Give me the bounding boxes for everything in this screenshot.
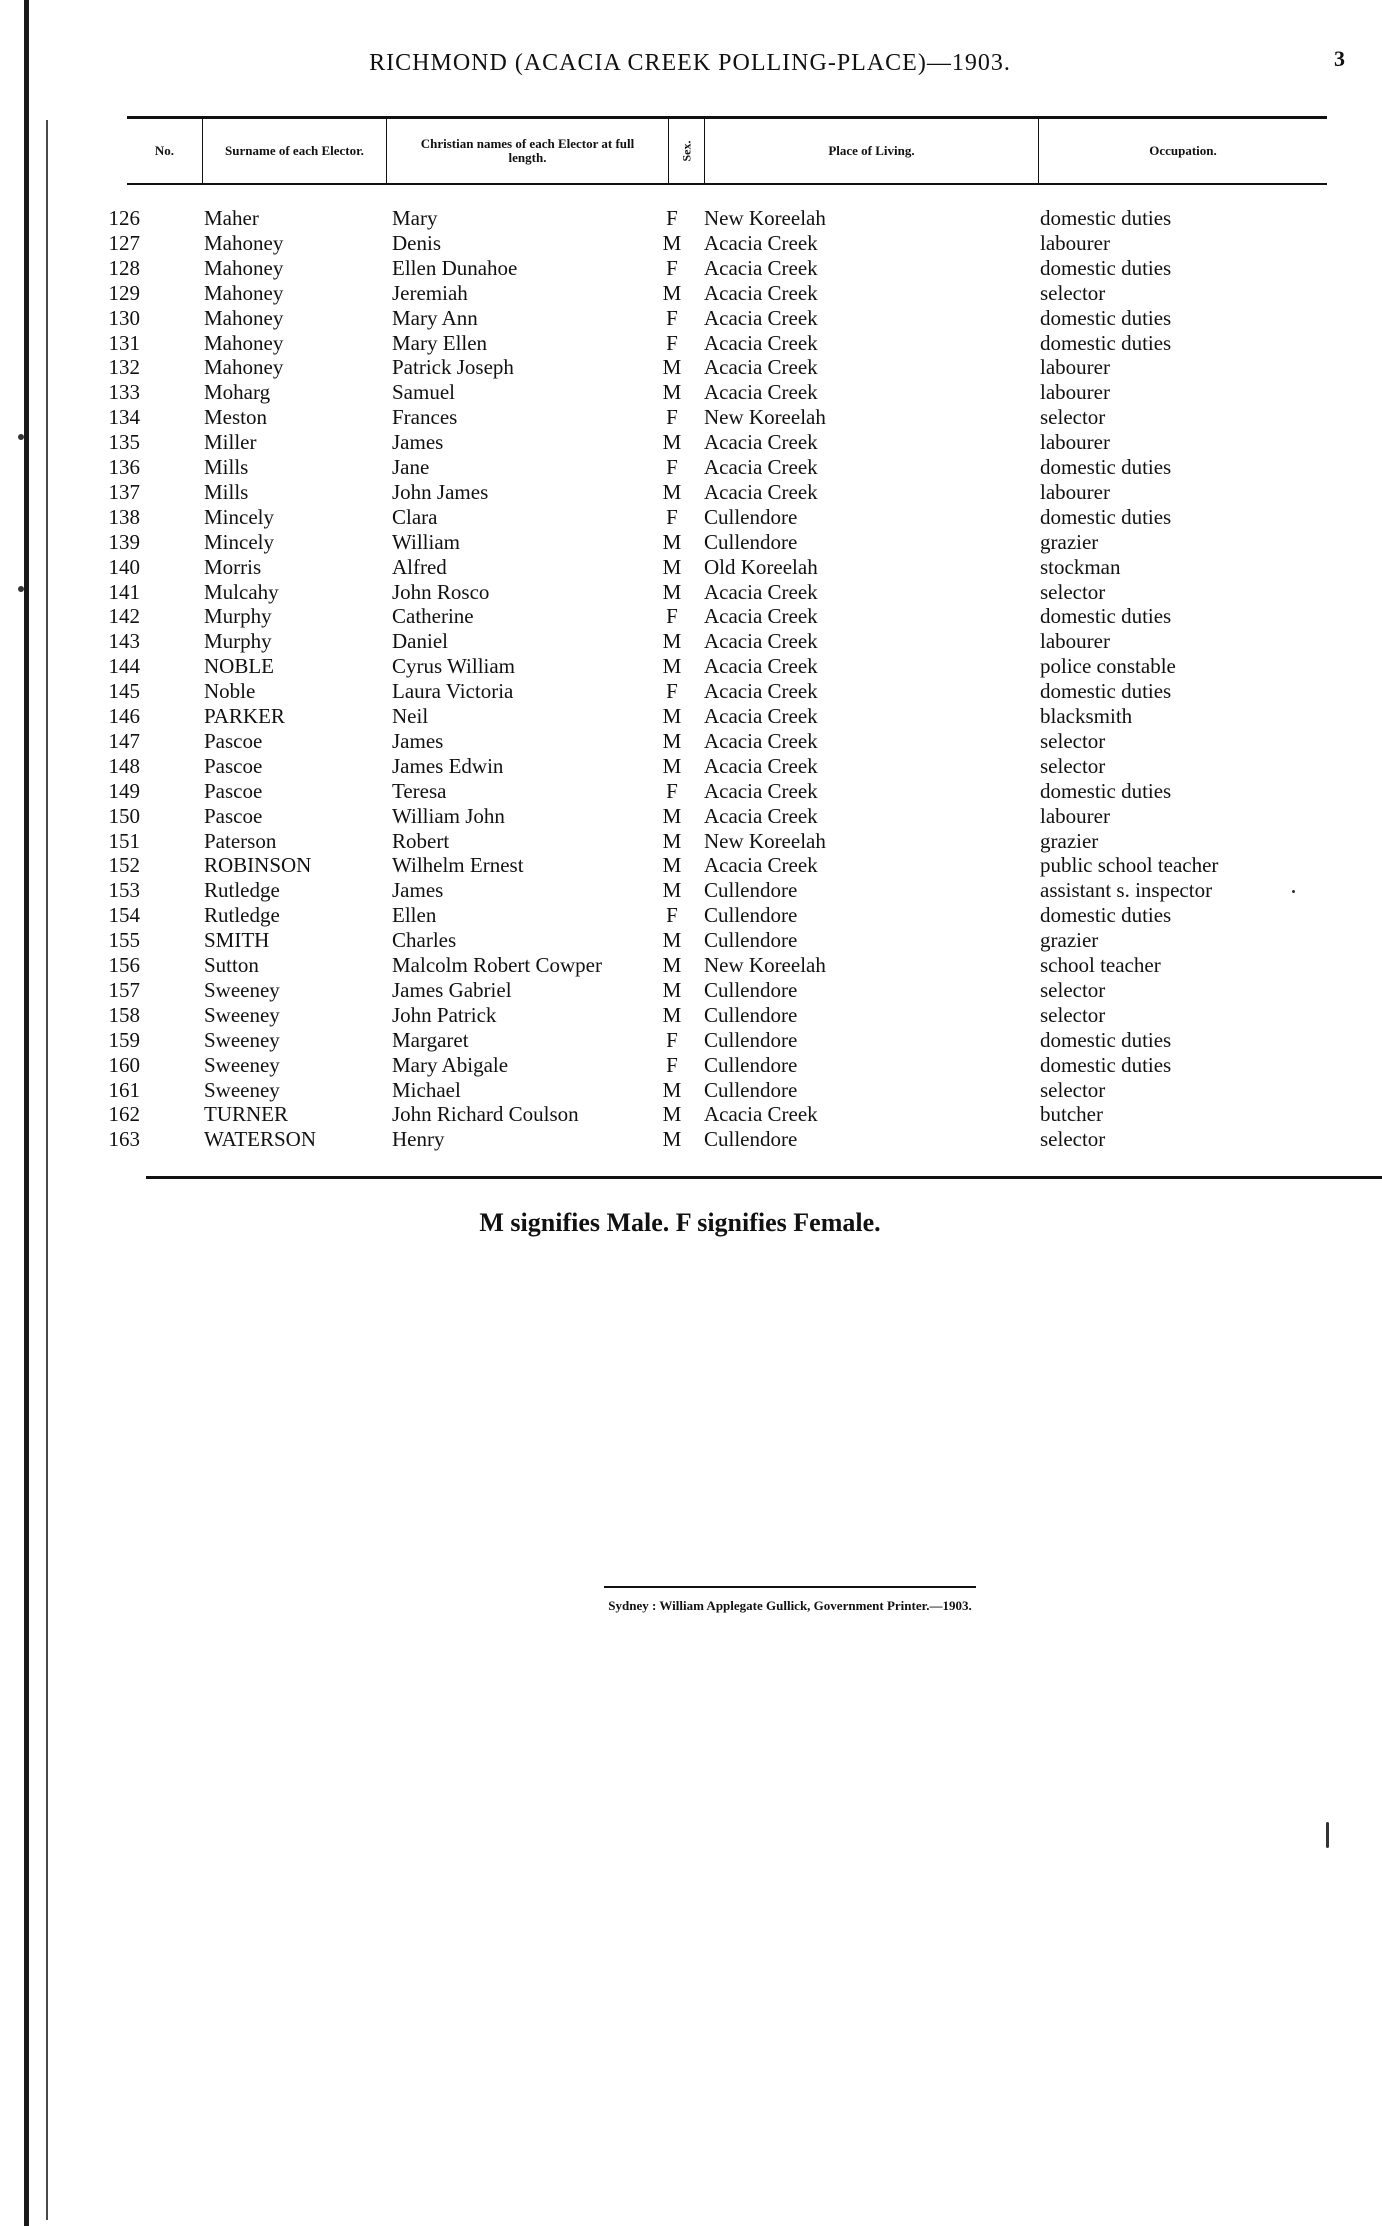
elector-occupation: domestic duties <box>1040 455 1172 479</box>
elector-surname: Mincely <box>204 529 274 554</box>
elector-occupation: domestic duties <box>1040 330 1172 355</box>
elector-christian-names: James <box>392 728 444 753</box>
elector-christian-names: John Richard Coulson <box>392 1102 579 1127</box>
elector-christian-names: Mary Ann <box>392 305 478 330</box>
elector-number: 143 <box>108 629 140 654</box>
elector-place-of-living: Acacia Creek <box>704 778 818 803</box>
table-row <box>0 1127 1382 1152</box>
table-row <box>0 729 1382 754</box>
elector-christian-names: Teresa <box>392 778 447 803</box>
table-row <box>0 1028 1382 1053</box>
elector-place-of-living: Cullendore <box>704 977 798 1002</box>
table-row <box>0 754 1382 779</box>
table-row <box>0 978 1382 1003</box>
elector-occupation: labourer <box>1040 629 1110 654</box>
elector-number: 136 <box>108 455 140 479</box>
elector-number: 152 <box>108 853 140 878</box>
elector-place-of-living: Cullendore <box>704 878 798 903</box>
elector-surname: Mills <box>204 455 249 479</box>
table-row <box>0 355 1382 380</box>
elector-occupation: butcher <box>1040 1102 1103 1127</box>
elector-christian-names: Clara <box>392 504 438 529</box>
elector-occupation: domestic duties <box>1040 903 1172 928</box>
table-row <box>0 380 1382 405</box>
elector-surname: Pascoe <box>204 728 263 753</box>
elector-christian-names: Ellen <box>392 903 437 928</box>
table-row <box>0 679 1382 704</box>
elector-christian-names: John Rosco <box>392 579 490 604</box>
elector-occupation: labourer <box>1040 380 1110 405</box>
elector-occupation: domestic duties <box>1040 305 1172 330</box>
elector-sex: M <box>662 380 682 405</box>
table-row <box>0 206 1382 231</box>
elector-place-of-living: Acacia Creek <box>704 380 818 405</box>
table-row <box>0 928 1382 953</box>
elector-place-of-living: Acacia Creek <box>704 728 818 753</box>
elector-place-of-living: New Koreelah <box>704 953 826 977</box>
elector-surname: Sweeney <box>204 1052 280 1077</box>
elector-number: 160 <box>108 1052 140 1077</box>
elector-surname: Moharg <box>204 380 271 405</box>
elector-place-of-living: New Koreelah <box>704 828 826 853</box>
elector-christian-names: James Edwin <box>392 753 504 778</box>
elector-sex: M <box>662 1002 682 1027</box>
elector-place-of-living: Cullendore <box>704 1127 798 1152</box>
elector-occupation: stockman <box>1040 554 1121 579</box>
table-row <box>0 604 1382 629</box>
table-row <box>0 853 1382 878</box>
elector-surname: WATERSON <box>204 1127 317 1152</box>
elector-sex: M <box>662 1127 682 1152</box>
elector-place-of-living: New Koreelah <box>704 206 826 230</box>
elector-surname: Mahoney <box>204 230 284 255</box>
elector-number: 133 <box>108 380 140 405</box>
elector-surname: Pascoe <box>204 803 263 828</box>
page-title: RICHMOND (ACACIA CREEK POLLING-PLACE)—1903. <box>369 50 1011 76</box>
elector-sex: M <box>662 479 682 504</box>
elector-place-of-living: New Koreelah <box>704 405 826 430</box>
elector-place-of-living: Acacia Creek <box>704 629 818 654</box>
elector-christian-names: Cyrus William <box>392 654 516 679</box>
table-row <box>0 480 1382 505</box>
elector-number: 127 <box>108 230 140 255</box>
elector-number: 158 <box>108 1002 140 1027</box>
elector-sex: M <box>662 704 682 728</box>
column-header-place: Place of Living. <box>705 119 1039 183</box>
elector-number: 130 <box>108 305 140 330</box>
elector-sex: F <box>666 1027 678 1052</box>
table-bottom-rule <box>146 1176 1382 1179</box>
elector-number: 149 <box>108 778 140 803</box>
elector-christian-names: Ellen Dunahoe <box>392 255 518 280</box>
elector-sex: M <box>662 554 682 579</box>
elector-number: 148 <box>108 753 140 778</box>
elector-christian-names: Samuel <box>392 380 455 405</box>
elector-surname: Sutton <box>204 953 259 977</box>
table-row <box>0 1053 1382 1078</box>
elector-number: 162 <box>108 1102 140 1127</box>
elector-sex: M <box>662 728 682 753</box>
elector-occupation: selector <box>1040 753 1106 778</box>
elector-christian-names: Charles <box>392 928 457 953</box>
elector-occupation: domestic duties <box>1040 1027 1172 1052</box>
elector-number: 150 <box>108 803 140 828</box>
elector-christian-names: Michael <box>392 1077 461 1102</box>
elector-sex: F <box>666 330 678 355</box>
elector-surname: TURNER <box>204 1102 288 1127</box>
elector-number: 126 <box>108 206 140 230</box>
elector-sex: F <box>666 255 678 280</box>
elector-christian-names: Laura Victoria <box>392 679 514 704</box>
elector-occupation: grazier <box>1040 529 1099 554</box>
elector-occupation: labourer <box>1040 355 1110 380</box>
elector-place-of-living: Cullendore <box>704 504 798 529</box>
elector-sex: M <box>662 579 682 604</box>
table-row <box>0 505 1382 530</box>
elector-number: 141 <box>108 579 140 604</box>
elector-sex: M <box>662 753 682 778</box>
elector-occupation: domestic duties <box>1040 206 1172 230</box>
table-row <box>0 829 1382 854</box>
table-row <box>0 878 1382 903</box>
elector-number: 129 <box>108 280 140 305</box>
elector-occupation: domestic duties <box>1040 504 1172 529</box>
elector-surname: Maher <box>204 206 259 230</box>
elector-occupation: selector <box>1040 977 1106 1002</box>
table-row <box>0 779 1382 804</box>
elector-number: 131 <box>108 330 140 355</box>
elector-surname: Mahoney <box>204 330 284 355</box>
elector-sex: M <box>662 629 682 654</box>
elector-place-of-living: Acacia Creek <box>704 803 818 828</box>
elector-occupation: domestic duties <box>1040 778 1172 803</box>
elector-surname: Pascoe <box>204 778 263 803</box>
elector-place-of-living: Old Koreelah <box>704 554 818 579</box>
elector-occupation: selector <box>1040 1127 1106 1152</box>
elector-number: 154 <box>108 903 140 928</box>
elector-place-of-living: Cullendore <box>704 529 798 554</box>
elector-occupation: assistant s. inspector <box>1040 878 1213 903</box>
elector-occupation: labourer <box>1040 803 1110 828</box>
elector-christian-names: Daniel <box>392 629 448 654</box>
elector-surname: Murphy <box>204 629 272 654</box>
elector-place-of-living: Acacia Creek <box>704 1102 818 1127</box>
elector-occupation: police constable <box>1040 654 1176 679</box>
column-header-occupation: Occupation. <box>1149 143 1217 158</box>
elector-sex: M <box>662 828 682 853</box>
scan-speck <box>1326 1822 1329 1848</box>
elector-occupation: selector <box>1040 280 1106 305</box>
elector-surname: ROBINSON <box>204 853 312 878</box>
elector-occupation: grazier <box>1040 828 1099 853</box>
elector-christian-names: Mary Abigale <box>392 1052 509 1077</box>
table-row <box>0 1003 1382 1028</box>
elector-place-of-living: Acacia Creek <box>704 255 818 280</box>
elector-christian-names: Jane <box>392 455 430 479</box>
elector-number: 134 <box>108 405 140 430</box>
elector-place-of-living: Cullendore <box>704 1077 798 1102</box>
elector-occupation: public school teacher <box>1040 853 1219 878</box>
table-row <box>0 231 1382 256</box>
elector-christian-names: Robert <box>392 828 450 853</box>
elector-occupation: labourer <box>1040 430 1110 455</box>
elector-place-of-living: Acacia Creek <box>704 455 818 479</box>
elector-place-of-living: Acacia Creek <box>704 479 818 504</box>
elector-surname: Mulcahy <box>204 579 279 604</box>
elector-christian-names: Catherine <box>392 604 474 629</box>
elector-sex: M <box>662 654 682 679</box>
elector-surname: Mahoney <box>204 255 284 280</box>
elector-place-of-living: Acacia Creek <box>704 853 818 878</box>
sex-legend: M signifies Male. F signifies Female. <box>479 1208 881 1237</box>
elector-place-of-living: Acacia Creek <box>704 604 818 629</box>
scan-speck <box>18 586 24 592</box>
elector-sex: M <box>662 230 682 255</box>
elector-christian-names: Mary <box>392 206 438 230</box>
elector-surname: PARKER <box>204 704 285 728</box>
elector-christian-names: Henry <box>392 1127 445 1152</box>
elector-number: 147 <box>108 728 140 753</box>
elector-occupation: domestic duties <box>1040 1052 1172 1077</box>
elector-christian-names: Frances <box>392 405 458 430</box>
elector-surname: Miller <box>204 430 257 455</box>
table-row <box>0 306 1382 331</box>
elector-number: 132 <box>108 355 140 380</box>
elector-place-of-living: Cullendore <box>704 903 798 928</box>
elector-occupation: blacksmith <box>1040 704 1133 728</box>
elector-surname: Noble <box>204 679 256 704</box>
elector-surname: Mahoney <box>204 355 284 380</box>
column-header-christian-names: Christian names of each Elector at full length. <box>387 119 669 183</box>
table-row <box>0 654 1382 679</box>
elector-place-of-living: Acacia Creek <box>704 753 818 778</box>
elector-place-of-living: Acacia Creek <box>704 704 818 728</box>
elector-number: 157 <box>108 977 140 1002</box>
elector-christian-names: Patrick Joseph <box>392 355 514 380</box>
elector-number: 142 <box>108 604 140 629</box>
elector-sex: M <box>662 529 682 554</box>
table-row <box>0 256 1382 281</box>
scan-speck <box>18 434 24 440</box>
elector-sex: M <box>662 1102 682 1127</box>
elector-number: 128 <box>108 255 140 280</box>
elector-place-of-living: Acacia Creek <box>704 679 818 704</box>
elector-occupation: selector <box>1040 728 1106 753</box>
elector-sex: M <box>662 953 682 977</box>
elector-sex: M <box>662 430 682 455</box>
elector-sex: M <box>662 928 682 953</box>
elector-christian-names: James <box>392 878 444 903</box>
elector-number: 156 <box>108 953 140 977</box>
table-row <box>0 580 1382 605</box>
elector-sex: F <box>666 504 678 529</box>
elector-surname: Paterson <box>204 828 277 853</box>
elector-surname: NOBLE <box>204 654 274 679</box>
column-header-surname: Surname of each Elector. <box>203 119 387 183</box>
elector-surname: Morris <box>204 554 262 579</box>
elector-number: 163 <box>108 1127 140 1152</box>
elector-occupation: selector <box>1040 405 1106 430</box>
elector-place-of-living: Acacia Creek <box>704 430 818 455</box>
elector-surname: Mahoney <box>204 305 284 330</box>
elector-christian-names: Mary Ellen <box>392 330 488 355</box>
elector-place-of-living: Acacia Creek <box>704 654 818 679</box>
table-row <box>0 629 1382 654</box>
table-row <box>0 555 1382 580</box>
elector-occupation: school teacher <box>1040 953 1161 977</box>
elector-place-of-living: Cullendore <box>704 1027 798 1052</box>
table-row <box>0 903 1382 928</box>
elector-number: 145 <box>108 679 140 704</box>
elector-number: 138 <box>108 504 140 529</box>
table-row <box>0 430 1382 455</box>
elector-number: 151 <box>108 828 140 853</box>
elector-surname: Mahoney <box>204 280 284 305</box>
elector-sex: F <box>666 1052 678 1077</box>
elector-christian-names: Jeremiah <box>392 280 468 305</box>
elector-occupation: domestic duties <box>1040 255 1172 280</box>
imprint-rule <box>604 1586 976 1588</box>
elector-surname: Sweeney <box>204 1077 280 1102</box>
table-row <box>0 1078 1382 1103</box>
elector-christian-names: Malcolm Robert Cowper <box>392 953 602 977</box>
elector-sex: M <box>662 280 682 305</box>
elector-surname: Mincely <box>204 504 274 529</box>
elector-place-of-living: Cullendore <box>704 1052 798 1077</box>
table-row <box>0 405 1382 430</box>
elector-place-of-living: Cullendore <box>704 928 798 953</box>
elector-sex: F <box>666 903 678 928</box>
elector-christian-names: Denis <box>392 230 441 255</box>
elector-surname: Rutledge <box>204 903 280 928</box>
elector-sex: F <box>666 679 678 704</box>
elector-occupation: selector <box>1040 1077 1106 1102</box>
elector-sex: F <box>666 305 678 330</box>
elector-sex: M <box>662 977 682 1002</box>
table-row <box>0 704 1382 729</box>
elector-number: 137 <box>108 479 140 504</box>
elector-sex: M <box>662 1077 682 1102</box>
printer-imprint: Sydney : William Applegate Gullick, Government Printer.—1903. <box>608 1598 972 1613</box>
elector-surname: Meston <box>204 405 267 430</box>
elector-christian-names: Alfred <box>392 554 447 579</box>
elector-occupation: labourer <box>1040 230 1110 255</box>
elector-sex: F <box>666 405 678 430</box>
elector-christian-names: Wilhelm Ernest <box>392 853 524 878</box>
elector-number: 146 <box>108 704 140 728</box>
elector-surname: SMITH <box>204 928 270 953</box>
elector-number: 153 <box>108 878 140 903</box>
elector-occupation: domestic duties <box>1040 679 1172 704</box>
elector-place-of-living: Cullendore <box>704 1002 798 1027</box>
elector-occupation: selector <box>1040 1002 1106 1027</box>
elector-christian-names: William <box>392 529 460 554</box>
elector-occupation: grazier <box>1040 928 1099 953</box>
elector-place-of-living: Acacia Creek <box>704 579 818 604</box>
elector-sex: M <box>662 853 682 878</box>
page-number: 3 <box>1334 46 1345 71</box>
elector-occupation: labourer <box>1040 479 1110 504</box>
elector-surname: Rutledge <box>204 878 280 903</box>
table-row <box>0 455 1382 480</box>
elector-christian-names: Margaret <box>392 1027 469 1052</box>
elector-number: 144 <box>108 654 140 679</box>
elector-surname: Pascoe <box>204 753 263 778</box>
elector-sex: F <box>666 206 678 230</box>
elector-place-of-living: Acacia Creek <box>704 330 818 355</box>
table-row <box>0 804 1382 829</box>
elector-sex: M <box>662 878 682 903</box>
elector-place-of-living: Acacia Creek <box>704 355 818 380</box>
elector-place-of-living: Acacia Creek <box>704 280 818 305</box>
elector-number: 140 <box>108 554 140 579</box>
elector-surname: Sweeney <box>204 1002 280 1027</box>
table-row <box>0 1102 1382 1127</box>
elector-sex: F <box>666 455 678 479</box>
elector-place-of-living: Acacia Creek <box>704 305 818 330</box>
elector-surname: Murphy <box>204 604 272 629</box>
elector-number: 159 <box>108 1027 140 1052</box>
column-header-no: No. <box>127 119 203 183</box>
elector-christian-names: John Patrick <box>392 1002 497 1027</box>
table-row <box>0 331 1382 356</box>
scan-speck <box>1292 890 1295 893</box>
elector-sex: M <box>662 803 682 828</box>
table-row <box>0 953 1382 978</box>
table-row <box>0 530 1382 555</box>
elector-sex: F <box>666 604 678 629</box>
elector-surname: Sweeney <box>204 1027 280 1052</box>
elector-christian-names: James <box>392 430 444 455</box>
elector-christian-names: Neil <box>392 704 429 728</box>
elector-christian-names: James Gabriel <box>392 977 512 1002</box>
elector-number: 135 <box>108 430 140 455</box>
column-header-sex-label: Sex. <box>679 140 694 162</box>
elector-christian-names: John James <box>392 479 489 504</box>
elector-sex: M <box>662 355 682 380</box>
table-row <box>0 281 1382 306</box>
elector-sex: F <box>666 778 678 803</box>
elector-surname: Mills <box>204 479 249 504</box>
elector-number: 155 <box>108 928 140 953</box>
elector-occupation: selector <box>1040 579 1106 604</box>
elector-occupation: domestic duties <box>1040 604 1172 629</box>
elector-place-of-living: Acacia Creek <box>704 230 818 255</box>
elector-number: 161 <box>108 1077 140 1102</box>
elector-christian-names: William John <box>392 803 505 828</box>
elector-surname: Sweeney <box>204 977 280 1002</box>
elector-number: 139 <box>108 529 140 554</box>
